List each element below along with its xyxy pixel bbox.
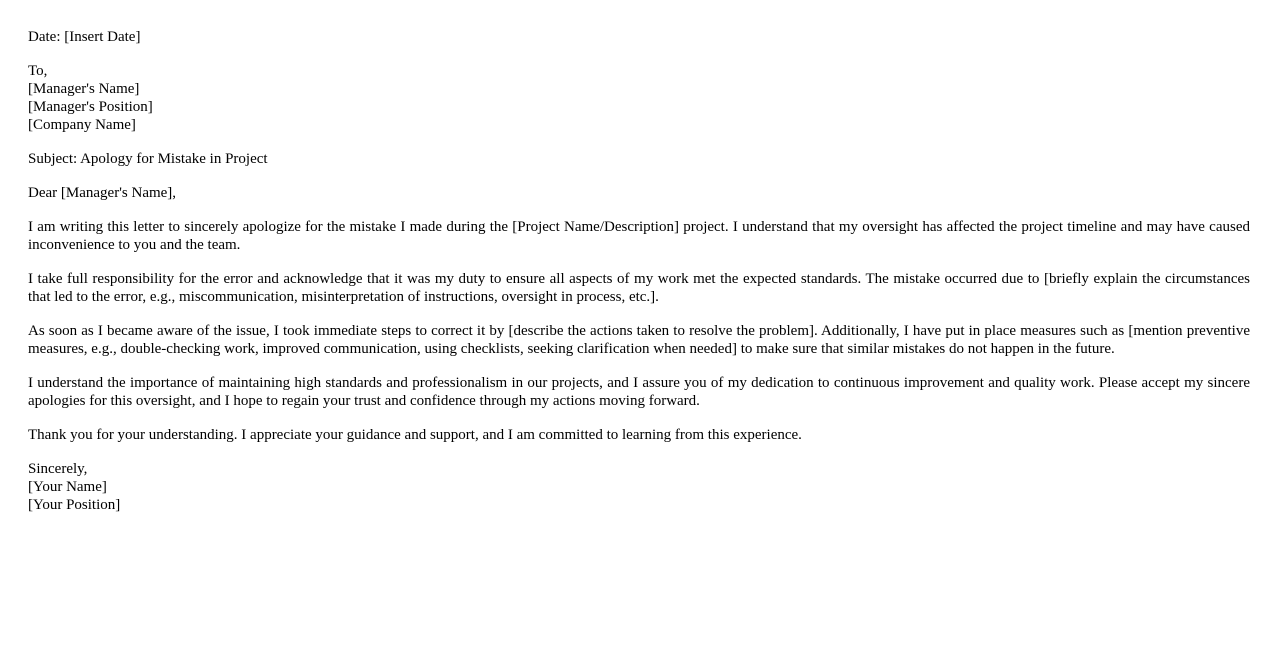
letter-salutation: Dear [Manager's Name], — [28, 185, 177, 201]
body-paragraph-5: Thank you for your understanding. I appreciate your guidance and support, and I am committed to learning from this experience. — [28, 427, 802, 443]
closing-name: [Your Name] — [28, 479, 107, 495]
body-paragraph-3: As soon as I became aware of the issue, I took immediate steps to correct it by [describe the actions taken to resolve the problem]. Additionally, I have put in place measures such as [mention preventive measures, e.g., double-checking work, improved communication, using checklists, seeking clarification when needed] to make sure that similar mistakes do not happen in the future. — [28, 323, 1250, 357]
recipient-company: [Company Name] — [28, 117, 136, 133]
date-block — [28, 28, 1250, 46]
salutation-block — [28, 184, 1250, 202]
letter-document — [28, 28, 1250, 530]
body-paragraph-4: I understand the importance of maintaining high standards and professionalism in our projects, and I assure you of my dedication to continuous improvement and quality work. Please accept my sincere apologies for this oversight, and I hope to regain your trust and confidence through my actions moving forward. — [28, 375, 1250, 409]
body-paragraph-2: I take full responsibility for the error and acknowledge that it was my duty to ensure all aspects of my work met the expected standards. The mistake occurred due to [briefly explain the circumstances that led to the error, e.g., miscommunication, misinterpretation of instructions, oversight in process, etc.]. — [28, 271, 1250, 305]
recipient-position: [Manager's Position] — [28, 99, 153, 115]
subject-block — [28, 150, 1250, 168]
recipient-name: [Manager's Name] — [28, 81, 140, 97]
letter-subject: Subject: Apology for Mistake in Project — [28, 151, 268, 167]
closing-position: [Your Position] — [28, 497, 121, 513]
closing-sign-off: Sincerely, — [28, 461, 88, 477]
recipient-block — [28, 62, 1250, 134]
body-paragraph-1: I am writing this letter to sincerely apologize for the mistake I made during the [Project Name/Description] project. I understand that my oversight has affected the project timeline and may have caused inconvenience to you and the team. — [28, 219, 1250, 253]
closing-block — [28, 460, 1250, 514]
letter-date: Date: [Insert Date] — [28, 29, 141, 45]
recipient-to: To, — [28, 63, 48, 79]
